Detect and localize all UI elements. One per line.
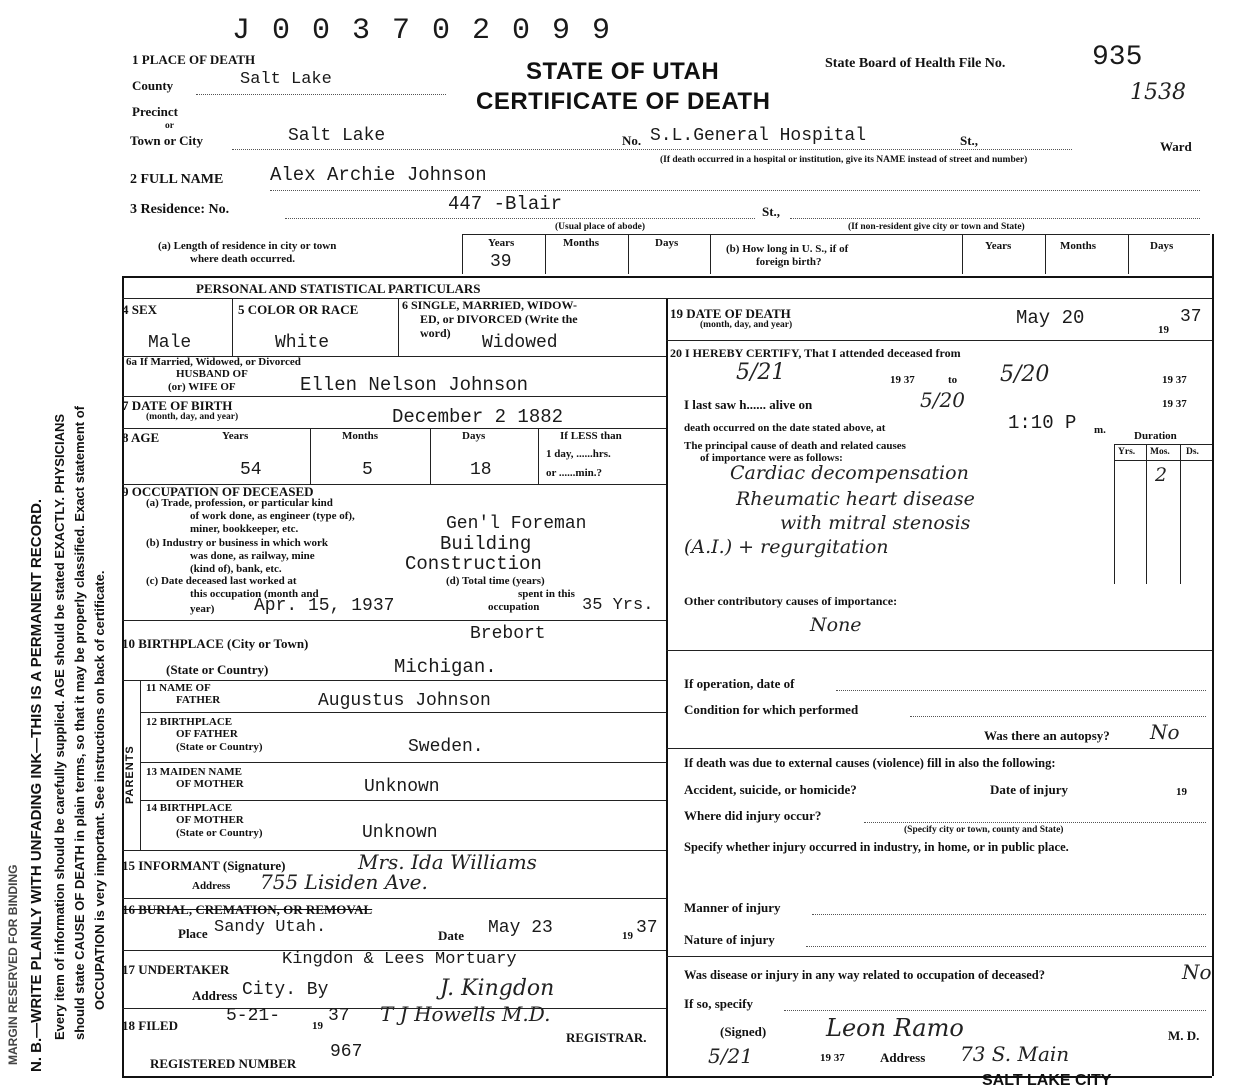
informant-signature: Mrs. Ida Williams	[358, 850, 537, 874]
physician-address-label: Address	[880, 1050, 926, 1065]
external-label: If death was due to external causes (violence) fill in also the following:	[684, 756, 1056, 770]
margin-instruction-4: OCCUPATION is very important. See instructions on back of certificate.	[92, 570, 107, 1010]
margin-instruction-3: should state CAUSE OF DEATH in plain terms, so that it may be properly classified. Exact statement of	[72, 405, 87, 1040]
signed-label: (Signed)	[720, 1024, 767, 1039]
mother-label-1: 13 MAIDEN NAME	[146, 766, 242, 778]
res-months-right	[628, 234, 629, 274]
town-line	[232, 149, 1072, 150]
burial-year: 37	[636, 918, 658, 938]
sex-value: Male	[148, 333, 192, 353]
duration-col-3	[1180, 444, 1181, 584]
informant-address: 755 Lisiden Ave.	[260, 870, 428, 894]
residence-st-label: St.,	[762, 204, 781, 219]
reg-number-label: REGISTERED NUMBER	[150, 1056, 297, 1071]
row-birthplace-bottom	[122, 680, 666, 681]
cause-label-2: of importance were as follows:	[700, 452, 843, 464]
occ-b-label-3: (kind of), bank, etc.	[190, 563, 282, 575]
full-name-value: Alex Archie Johnson	[270, 164, 487, 186]
us-days-left	[1128, 234, 1129, 274]
operation-label: If operation, date of	[684, 676, 795, 691]
age-label: 8 AGE	[122, 430, 160, 445]
certify-to-label: to	[948, 374, 958, 386]
last-seen-value: 5/20	[920, 388, 965, 412]
sex-label: 4 SEX	[122, 302, 158, 317]
cause-label-1: The principal cause of death and related causes	[684, 440, 906, 452]
age-div-2	[430, 428, 431, 484]
duration-mos: Mos.	[1150, 447, 1170, 457]
nature-label: Nature of injury	[684, 932, 775, 947]
race-marital-divider	[398, 298, 399, 356]
age-days-label: Days	[462, 430, 486, 442]
death-time-value: 1:10 P	[1008, 412, 1077, 434]
us-days-label: Days	[1150, 240, 1174, 252]
town-value: Salt Lake	[288, 126, 386, 146]
where-note: (Specify city or town, county and State)	[904, 825, 1064, 835]
us-months-label: Months	[1060, 240, 1097, 252]
md-label: M. D.	[1168, 1028, 1200, 1043]
row-spouse-bottom	[122, 396, 666, 397]
autopsy-label: Was there an autopsy?	[984, 728, 1110, 743]
dob-label-2: (month, day, and year)	[146, 412, 239, 422]
burial-date: May 23	[488, 918, 553, 938]
related-label: Was disease or injury in any way related to occupation of deceased?	[684, 968, 1045, 982]
other-causes-value: None	[810, 614, 862, 636]
mbirth-value: Unknown	[362, 823, 438, 843]
parents-side-divider	[140, 680, 141, 850]
mother-label-2: OF MOTHER	[176, 778, 244, 790]
occ-c-label-3: year)	[190, 603, 215, 615]
physician-year: 19 37	[820, 1052, 845, 1064]
hospital-note: (If death occurred in a hospital or institution, give its NAME instead of street and number)	[660, 155, 1028, 165]
age-years-label: Years	[222, 430, 249, 442]
state-title: STATE OF UTAH	[526, 58, 720, 85]
undertaker-address-label: Address	[192, 988, 238, 1003]
age-div-1	[310, 428, 311, 484]
ward-label: Ward	[1160, 139, 1192, 154]
residence-label: 3 Residence: No.	[130, 202, 230, 217]
informant-address-label: Address	[192, 880, 231, 892]
precinct-label: Precinct	[132, 104, 178, 119]
duration-ds: Ds.	[1186, 447, 1199, 457]
birthplace-state: Michigan.	[394, 656, 497, 678]
related-value: No	[1182, 960, 1212, 984]
duration-yrs: Yrs.	[1118, 447, 1136, 457]
residence-box-top	[462, 234, 1210, 235]
death-date-year: 37	[1180, 307, 1202, 327]
row-father-bottom	[140, 712, 666, 713]
residence-value: 447 -Blair	[448, 193, 563, 215]
row-informant-bottom	[122, 898, 666, 899]
condition-line	[910, 716, 1206, 717]
duration-col-1	[1114, 444, 1115, 584]
res-years-left	[462, 234, 463, 274]
where-line	[864, 822, 1206, 823]
county-label: County	[132, 78, 174, 93]
race-label: 5 COLOR OR RACE	[238, 302, 359, 317]
cause-4: (A.I.) + regurgitation	[684, 536, 889, 558]
res-years-right	[545, 234, 546, 274]
occ-d-label-2: spent in this	[518, 588, 575, 600]
us-label-2: foreign birth?	[756, 256, 822, 268]
undertaker-label: 17 UNDERTAKER	[122, 962, 230, 977]
duration-label: Duration	[1134, 430, 1177, 442]
residence-line	[285, 218, 755, 219]
st-label: St.,	[960, 133, 979, 148]
certify-from-year: 19 37	[890, 374, 915, 386]
undertaker-name: Kingdon & Lees Mortuary	[282, 950, 517, 969]
injury-date-label: Date of injury	[990, 782, 1068, 797]
last-worked-value: Apr. 15, 1937	[254, 596, 395, 616]
injury-year-prefix: 19	[1176, 786, 1187, 798]
ifso-label: If so, specify	[684, 996, 753, 1011]
registrar-signature: T J Howells M.D.	[380, 1002, 551, 1026]
manner-line	[812, 914, 1206, 915]
county-line	[196, 94, 446, 95]
spouse-value: Ellen Nelson Johnson	[300, 374, 529, 396]
length-residence-label-2: where death occurred.	[190, 253, 295, 265]
birthplace-label: 10 BIRTHPLACE (City or Town)	[122, 636, 309, 651]
county-value: Salt Lake	[240, 70, 332, 89]
cause-3: with mitral stenosis	[780, 512, 971, 534]
row-operation-bottom	[666, 748, 1212, 749]
no-label: No.	[622, 133, 642, 148]
sex-race-divider	[232, 298, 233, 356]
row-causes-bottom	[666, 650, 1212, 651]
full-name-label: 2 FULL NAME	[130, 172, 224, 187]
burial-place-label: Place	[178, 926, 208, 941]
certify-label: 20 I HEREBY CERTIFY, That I attended deceased from	[670, 346, 961, 360]
row-external-bottom	[666, 956, 1212, 957]
total-time-value: 35 Yrs.	[582, 596, 654, 615]
age-days-value: 18	[470, 460, 492, 480]
occ-d-label-3: occupation	[488, 601, 540, 613]
spouse-label-2: HUSBAND OF	[176, 368, 248, 380]
dob-value: December 2 1882	[392, 406, 564, 428]
nature-line	[806, 946, 1206, 947]
father-label-2: FATHER	[176, 694, 221, 706]
mother-value: Unknown	[364, 777, 440, 797]
certify-to: 5/20	[1000, 362, 1050, 387]
occ-d-label-1: (d) Total time (years)	[446, 575, 545, 587]
physician-date: 5/21	[708, 1044, 753, 1068]
margin-instruction-2: Every item of information should be carefully supplied. AGE should be stated EXACTLY. PHYSICIANS	[52, 413, 67, 1040]
marital-value: Widowed	[482, 333, 558, 353]
burial-place: Sandy Utah.	[214, 918, 327, 937]
filed-label: 18 FILED	[122, 1018, 178, 1033]
res-days-right	[710, 234, 711, 274]
occ-b-label-2: was done, as railway, mine	[190, 550, 315, 562]
less-label-2: 1 day, ......hrs.	[546, 448, 611, 460]
grid-top-line	[122, 276, 1212, 278]
occ-a-label-2: of work done, as engineer (type of),	[190, 510, 355, 522]
residence-line-2	[790, 218, 1200, 219]
age-years-value: 54	[240, 460, 262, 480]
fbirth-label-2: OF FATHER	[176, 728, 238, 740]
marital-label-3: word)	[420, 326, 451, 340]
marital-label-2: ED, or DIVORCED (Write the	[420, 312, 578, 326]
death-date-year-prefix: 19	[1158, 324, 1169, 336]
last-seen-year: 19 37	[1162, 398, 1187, 410]
condition-label: Condition for which performed	[684, 702, 859, 717]
undertaker-signature: J. Kingdon	[440, 976, 555, 1001]
mbirth-label-1: 14 BIRTHPLACE	[146, 802, 233, 814]
fbirth-value: Sweden.	[408, 737, 484, 757]
mbirth-label-2: OF MOTHER	[176, 814, 244, 826]
row-fbirth-bottom	[140, 762, 666, 763]
length-residence-label-1: (a) Length of residence in city or town	[158, 240, 337, 252]
city-stamp: SALT LAKE CITY	[982, 1072, 1112, 1089]
us-years-label: Years	[985, 240, 1012, 252]
last-seen-label: I last saw h...... alive on	[684, 397, 813, 412]
accident-label: Accident, suicide, or homicide?	[684, 782, 857, 797]
death-date-value: May 20	[1016, 307, 1085, 329]
certificate-title: CERTIFICATE OF DEATH	[476, 88, 771, 115]
mbirth-label-3: (State or Country)	[176, 827, 263, 839]
board-file-number: 935	[1092, 42, 1143, 73]
age-months-label: Months	[342, 430, 379, 442]
board-file-handwritten: 1538	[1130, 80, 1186, 105]
filed-year: 37	[328, 1006, 350, 1026]
death-date-label-1: 19 DATE OF DEATH	[670, 306, 791, 321]
filed-date: 5-21-	[226, 1006, 281, 1026]
parents-side-label: PARENTS	[124, 745, 136, 804]
registrar-label: REGISTRAR.	[566, 1030, 647, 1045]
death-time-m: m.	[1094, 424, 1106, 436]
operation-line	[836, 690, 1206, 691]
duration-header-line	[1114, 444, 1212, 445]
birthplace-city: Brebort	[470, 624, 546, 644]
duration-col-2	[1146, 444, 1147, 584]
cause-2: Rheumatic heart disease	[736, 488, 975, 510]
physician-signature: Leon Ramo	[826, 1014, 964, 1042]
reg-number: 967	[330, 1042, 363, 1062]
grid-middle-border	[666, 298, 668, 1076]
specify-label: Specify whether injury occurred in industry, in home, or in public place.	[684, 840, 1069, 854]
row-death-date-bottom	[666, 340, 1212, 341]
board-file-label: State Board of Health File No.	[825, 56, 1006, 71]
res-years-label: Years	[488, 237, 515, 249]
place-of-death-label: 1 PLACE OF DEATH	[132, 52, 256, 67]
marital-label-1: 6 SINGLE, MARRIED, WIDOW-	[402, 298, 578, 312]
autopsy-value: No	[1150, 720, 1180, 744]
us-years-left	[962, 234, 963, 274]
trade-value: Gen'l Foreman	[446, 514, 587, 534]
certify-to-year: 19 37	[1162, 374, 1187, 386]
grid-right-border	[1212, 234, 1214, 1076]
where-label: Where did injury occur?	[684, 808, 822, 823]
spouse-label-1: 6a If Married, Widowed, or Divorced	[126, 356, 301, 368]
certificate-number: J 0 0 3 7 0 2 0 9 9	[232, 14, 613, 48]
age-div-3	[538, 428, 539, 484]
row-dob-bottom	[122, 428, 666, 429]
burial-year-prefix: 19	[622, 930, 633, 942]
industry-value-1: Building	[440, 533, 532, 555]
full-name-line	[270, 190, 1200, 191]
certify-from: 5/21	[736, 360, 786, 385]
res-months-label: Months	[563, 237, 600, 249]
death-time-label: death occurred on the date stated above, at	[684, 422, 886, 434]
margin-instruction-main: N. B.—WRITE PLAINLY WITH UNFADING INK—THIS IS A PERMANENT RECORD.	[28, 498, 45, 1072]
filed-year-prefix: 19	[312, 1020, 323, 1032]
death-date-label-2: (month, day, and year)	[700, 320, 793, 330]
spouse-label-3: (or) WIFE OF	[168, 381, 236, 393]
hospital-value: S.L.General Hospital	[650, 126, 867, 146]
occ-c-label-2: this occupation (month and	[190, 588, 319, 600]
less-label-1: If LESS than	[560, 430, 622, 442]
cause-1-mos: 2	[1155, 464, 1168, 486]
age-months-value: 5	[362, 460, 373, 480]
birthplace-state-label: (State or Country)	[166, 662, 269, 677]
usual-abode-note: (Usual place of abode)	[555, 222, 645, 232]
occ-a-label-3: miner, bookkeeper, etc.	[190, 523, 299, 535]
personal-header-bottom	[122, 298, 1212, 299]
burial-label: 16 BURIAL, CREMATION, OR REMOVAL	[122, 902, 373, 917]
fbirth-label-1: 12 BIRTHPLACE	[146, 716, 233, 728]
informant-label: 15 INFORMANT (Signature)	[122, 858, 286, 873]
race-value: White	[275, 333, 330, 353]
occ-b-label-1: (b) Industry or business in which work	[146, 537, 328, 549]
industry-value-2: Construction	[405, 553, 542, 575]
ifso-line	[784, 1010, 1206, 1011]
res-days-label: Days	[655, 237, 679, 249]
row-occupation-bottom	[122, 620, 666, 621]
row-mother-bottom	[140, 800, 666, 801]
occupation-label: 9 OCCUPATION OF DECEASED	[122, 484, 314, 499]
or-label: or	[165, 121, 174, 131]
undertaker-address: City. By	[242, 980, 329, 1000]
occ-a-label-1: (a) Trade, profession, or particular kind	[146, 497, 333, 509]
town-label: Town or City	[130, 133, 203, 148]
occ-c-label-1: (c) Date deceased last worked at	[146, 575, 297, 587]
us-months-left	[1045, 234, 1046, 274]
duration-sub-line	[1114, 460, 1212, 461]
burial-date-label: Date	[438, 928, 464, 943]
less-label-3: or ......min.?	[546, 467, 603, 479]
manner-label: Manner of injury	[684, 900, 781, 915]
father-value: Augustus Johnson	[318, 691, 491, 711]
father-label-1: 11 NAME OF	[146, 682, 211, 694]
margin-reserved-text: MARGIN RESERVED FOR BINDING	[6, 864, 20, 1065]
dob-label-1: 7 DATE OF BIRTH	[122, 398, 233, 413]
physician-address: 73 S. Main	[960, 1042, 1070, 1066]
us-label-1: (b) How long in U. S., if of	[726, 243, 849, 255]
fbirth-label-3: (State or Country)	[176, 741, 263, 753]
nonresident-note: (If non-resident give city or town and State)	[848, 222, 1025, 232]
res-years-value: 39	[490, 252, 512, 272]
personal-header: PERSONAL AND STATISTICAL PARTICULARS	[196, 281, 481, 296]
other-causes-label: Other contributory causes of importance:	[684, 594, 898, 608]
cause-1: Cardiac decompensation	[730, 462, 969, 484]
